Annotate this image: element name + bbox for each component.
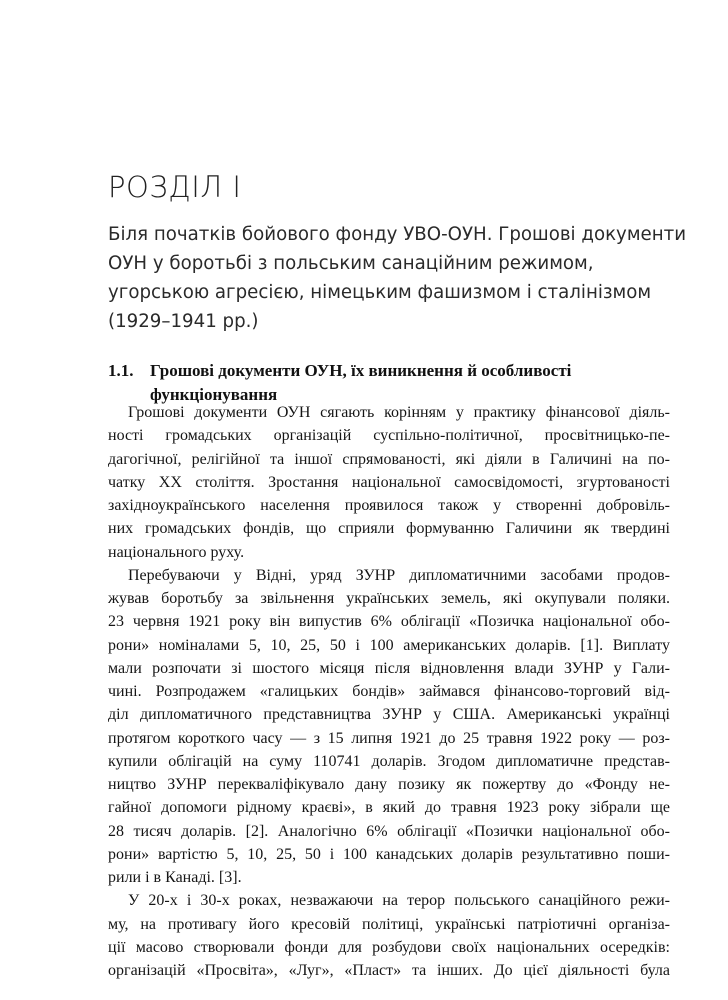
subtitle-line: угорською агресією, німецьким фашизмом і сталінізмом: [108, 282, 652, 303]
text-line: купили облігацій на суму 110741 доларів. Згодом дипломатичне представ-: [108, 752, 670, 770]
text-line: рони» номіналами 5, 10, 25, 50 і 100 американських доларів. [1]. Виплату: [108, 636, 670, 654]
section-title-line: Грошові документи ОУН, їх виникнення й особливості: [150, 361, 572, 380]
subtitle-line: ОУН у боротьбі з польським санаційним режимом,: [108, 253, 594, 274]
text-line: му, на противагу його кресовій політиці, українські патріотичні організа-: [108, 915, 670, 933]
chapter-subtitle: [108, 220, 687, 336]
text-line: протягом короткого часу — з 15 липня 1921 до 25 травня 1922 року — роз-: [108, 729, 670, 747]
text-line: чатку ХХ століття. Зростання національної самосвідомості, згуртованості: [108, 473, 670, 491]
text-line: діл дипломатичного представництва ЗУНР у США. Американські українці: [108, 706, 670, 724]
chapter-title: РОЗДІЛ І: [108, 170, 242, 204]
text-line: національного руху.: [108, 543, 245, 561]
section-number: 1.1.: [108, 361, 134, 380]
section-title-line: функціонування: [150, 385, 278, 404]
text-line: рили і в Канаді. [3].: [108, 869, 242, 886]
text-line: них громадських фондів, що сприяли формуванню Галичини як твердині: [108, 520, 670, 538]
text-line: У 20-х і 30-х роках, незважаючи на терор польського санаційного режи-: [128, 892, 670, 910]
text-line: дагогічної, релігійної та іншої спрямованості, які діяли в Галичині на по-: [108, 450, 670, 468]
text-line: ції масово створювали фонди для розбудови своїх національних осередків:: [108, 938, 670, 956]
text-line: мали розпочати зі шостого місяця після відновлення влади ЗУНР у Гали-: [108, 659, 670, 677]
text-line: ності громадських організацій суспільно-політичної, просвітницько-пе-: [108, 427, 670, 445]
text-line: 28 тисяч доларів. [2]. Аналогічно 6% облігації «Позички національної обо-: [108, 822, 670, 840]
text-line: Грошові документи ОУН сягають корінням у практику фінансової діяль-: [128, 404, 670, 421]
section-title: [150, 359, 670, 407]
text-line: рони» вартістю 5, 10, 25, 50 і 100 канадських доларів результативно поши-: [108, 845, 670, 863]
text-line: жував боротьбу за звільнення українських земель, які окупували поляки.: [108, 590, 670, 607]
text-line: 23 червня 1921 року він випустив 6% облігації «Позичка національної обо-: [108, 613, 670, 631]
text-line: ництво ЗУНР перекваліфікувало дану позику як пожертву до «Фонду не-: [108, 776, 670, 793]
text-line: гайної допомоги рідному краєві», в який до травня 1923 року зібрали ще: [108, 799, 670, 817]
text-line: чині. Розпродажем «галицьких бондів» займався фінансово-торговий від-: [108, 683, 670, 700]
subtitle-line: (1929–1941 рр.): [108, 311, 259, 332]
subtitle-line: Біля початків бойового фонду УВО-ОУН. Грошові документи: [108, 224, 687, 245]
text-line: Перебуваючи у Відні, уряд ЗУНР дипломатичними засобами продов-: [128, 566, 670, 584]
text-line: західноукраїнського населення проявилося також у створенні добровіль-: [108, 497, 670, 514]
body-text: [108, 401, 670, 982]
text-line: організацій «Просвіта», «Луг», «Пласт» та інших. До цієї діяльності була: [108, 962, 670, 979]
